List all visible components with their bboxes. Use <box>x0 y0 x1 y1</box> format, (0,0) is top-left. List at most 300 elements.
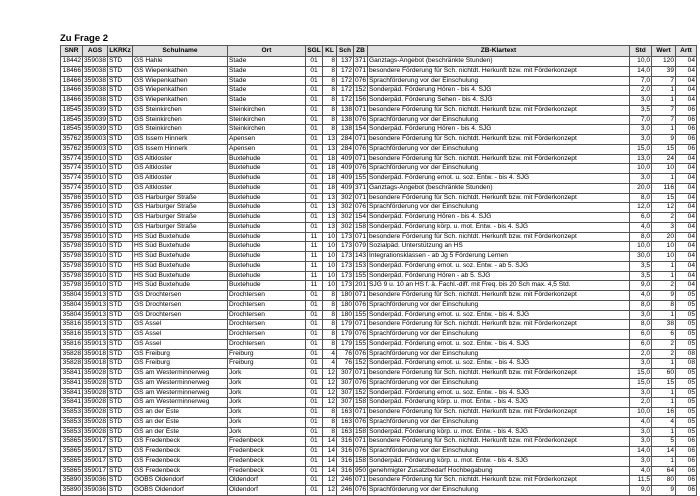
cell-sch: 172 <box>337 66 354 76</box>
cell-artt: 05 <box>676 408 697 418</box>
cell-ort: Fredenbeck <box>228 447 306 457</box>
cell-zb: 071 <box>354 135 368 145</box>
cell-artt: 06 <box>676 466 697 476</box>
cell-snr: 35786 <box>61 213 83 223</box>
cell-kl: 14 <box>323 447 337 457</box>
cell-std: 30,0 <box>630 252 652 262</box>
cell-zb-klartext: Sonderpäd. Förderung emot. u. soz. Entw. - ab 5. SJG <box>368 261 630 271</box>
cell-artt: 05 <box>676 310 697 320</box>
cell-schulname: HS Süd Buxtehude <box>133 281 228 291</box>
cell-lkrkz: STD <box>108 486 133 496</box>
cell-std: 10,0 <box>630 57 652 67</box>
cell-schulname: GS am Westerminnerweg <box>133 378 228 388</box>
cell-std: 10,0 <box>630 242 652 252</box>
cell-zb-klartext: Sprachförderung vor der Einschulung <box>368 447 630 457</box>
cell-artt: 06 <box>676 437 697 447</box>
cell-ags: 359028 <box>83 378 108 388</box>
cell-lkrkz: STD <box>108 398 133 408</box>
table-row <box>61 135 697 145</box>
cell-zb: 155 <box>354 174 368 184</box>
cell-lkrkz: STD <box>108 466 133 476</box>
cell-lkrkz: STD <box>108 242 133 252</box>
cell-snr: 35816 <box>61 339 83 349</box>
cell-ags: 359039 <box>83 105 108 115</box>
cell-zb-klartext: Ganztags-Angebot (beschränkte Stunden) <box>368 183 630 193</box>
cell-ags: 359010 <box>83 281 108 291</box>
cell-artt: 08 <box>676 349 697 359</box>
cell-wert: 1 <box>652 125 676 135</box>
cell-schulname: GS Altkloster <box>133 164 228 174</box>
cell-artt: 04 <box>676 96 697 106</box>
cell-schulname: GS Freiburg <box>133 349 228 359</box>
cell-ort: Buxtehude <box>228 183 306 193</box>
cell-snr: 18466 <box>61 96 83 106</box>
cell-sch: 316 <box>337 447 354 457</box>
cell-lkrkz: STD <box>108 310 133 320</box>
cell-wert: 1 <box>652 359 676 369</box>
cell-sgl: 01 <box>306 66 323 76</box>
cell-ags: 359028 <box>83 369 108 379</box>
cell-sch: 172 <box>337 76 354 86</box>
cell-sch: 302 <box>337 222 354 232</box>
cell-ort: Steinkirchen <box>228 105 306 115</box>
cell-ort: Jork <box>228 417 306 427</box>
cell-sgl: 01 <box>306 125 323 135</box>
cell-snr: 35798 <box>61 261 83 271</box>
cell-zb-klartext: Sonderpäd. Förderung Hören - bis 4. SJG <box>368 213 630 223</box>
cell-std: 6,0 <box>630 339 652 349</box>
cell-artt: 05 <box>676 320 697 330</box>
cell-schulname: GOBS Oldendorf <box>133 476 228 486</box>
cell-wert: 1 <box>652 261 676 271</box>
cell-snr: 35841 <box>61 398 83 408</box>
cell-kl: 10 <box>323 281 337 291</box>
cell-ags: 359013 <box>83 320 108 330</box>
cell-lkrkz: STD <box>108 57 133 67</box>
cell-sgl: 01 <box>306 476 323 486</box>
cell-sch: 180 <box>337 291 354 301</box>
cell-wert: 7 <box>652 105 676 115</box>
cell-kl: 8 <box>323 339 337 349</box>
cell-zb: 076 <box>354 300 368 310</box>
cell-sch: 409 <box>337 183 354 193</box>
cell-ags: 359010 <box>83 222 108 232</box>
cell-ags: 359013 <box>83 339 108 349</box>
cell-ort: Jork <box>228 427 306 437</box>
cell-schulname: GS Drochtersen <box>133 291 228 301</box>
cell-ags: 359010 <box>83 203 108 213</box>
cell-std: 4,0 <box>630 222 652 232</box>
cell-ort: Fredenbeck <box>228 456 306 466</box>
table-row <box>61 96 697 106</box>
cell-zb: 076 <box>354 203 368 213</box>
cell-zb: 079 <box>354 242 368 252</box>
cell-zb: 076 <box>354 330 368 340</box>
cell-sgl: 01 <box>306 203 323 213</box>
cell-std: 8,0 <box>630 232 652 242</box>
table-row <box>61 437 697 447</box>
cell-wert: 1 <box>652 271 676 281</box>
cell-ags: 359036 <box>83 476 108 486</box>
cell-sgl: 01 <box>306 174 323 184</box>
cell-ags: 359013 <box>83 291 108 301</box>
cell-lkrkz: STD <box>108 66 133 76</box>
cell-snr: 35786 <box>61 222 83 232</box>
cell-std: 14,0 <box>630 66 652 76</box>
cell-kl: 13 <box>323 135 337 145</box>
cell-snr: 35865 <box>61 437 83 447</box>
table-row <box>61 261 697 271</box>
cell-zb: 071 <box>354 291 368 301</box>
cell-lkrkz: STD <box>108 378 133 388</box>
cell-kl: 10 <box>323 261 337 271</box>
cell-sgl: 01 <box>306 417 323 427</box>
cell-std: 3,5 <box>630 271 652 281</box>
cell-zb: 071 <box>354 476 368 486</box>
cell-schulname: HS Süd Buxtehude <box>133 271 228 281</box>
cell-lkrkz: STD <box>108 174 133 184</box>
table-row <box>61 359 697 369</box>
cell-std: 4,0 <box>630 417 652 427</box>
cell-sch: 302 <box>337 193 354 203</box>
cell-snr: 35804 <box>61 300 83 310</box>
cell-ags: 359038 <box>83 86 108 96</box>
cell-zb-klartext: Sprachförderung vor der Einschulung <box>368 330 630 340</box>
cell-ags: 359010 <box>83 271 108 281</box>
cell-schulname: GS Steinkirchen <box>133 125 228 135</box>
cell-schulname: GS Assel <box>133 339 228 349</box>
cell-ags: 359028 <box>83 408 108 418</box>
cell-std: 20,0 <box>630 183 652 193</box>
cell-ort: Oldendorf <box>228 476 306 486</box>
header-ort: Ort <box>228 46 306 57</box>
cell-sch: 316 <box>337 466 354 476</box>
cell-artt: 05 <box>676 378 697 388</box>
table-row <box>61 476 697 486</box>
cell-std: 2,0 <box>630 349 652 359</box>
cell-ort: Drochtersen <box>228 291 306 301</box>
cell-schulname: GS Steinkirchen <box>133 115 228 125</box>
cell-zb-klartext: Sonderpäd. Förderung emot. u. soz. Entw. - bis 4. SJG <box>368 174 630 184</box>
cell-zb-klartext: Sonderpäd. Förderung Sehen - bis 4. SJG <box>368 96 630 106</box>
cell-kl: 10 <box>323 271 337 281</box>
cell-schulname: GS Steinkirchen <box>133 105 228 115</box>
cell-sch: 302 <box>337 203 354 213</box>
cell-snr: 35798 <box>61 281 83 291</box>
cell-artt: 06 <box>676 476 697 486</box>
cell-sgl: 01 <box>306 57 323 67</box>
cell-ags: 359010 <box>83 242 108 252</box>
cell-sch: 173 <box>337 281 354 291</box>
cell-wert: 3 <box>652 222 676 232</box>
cell-wert: 39 <box>652 66 676 76</box>
cell-ags: 359028 <box>83 427 108 437</box>
cell-lkrkz: STD <box>108 183 133 193</box>
cell-snr: 35841 <box>61 369 83 379</box>
cell-ags: 359038 <box>83 57 108 67</box>
cell-sgl: 01 <box>306 447 323 457</box>
cell-std: 3,0 <box>630 310 652 320</box>
cell-artt: 04 <box>676 271 697 281</box>
cell-ort: Drochtersen <box>228 310 306 320</box>
table-row <box>61 174 697 184</box>
cell-zb: 152 <box>354 388 368 398</box>
cell-std: 10,0 <box>630 408 652 418</box>
cell-std: 12,0 <box>630 203 652 213</box>
cell-artt: 05 <box>676 291 697 301</box>
cell-ags: 359010 <box>83 261 108 271</box>
table-row <box>61 252 697 262</box>
cell-artt: 04 <box>676 86 697 96</box>
cell-artt: 04 <box>676 76 697 86</box>
cell-schulname: GS Hahle <box>133 57 228 67</box>
cell-zb: 076 <box>354 378 368 388</box>
cell-sch: 307 <box>337 369 354 379</box>
table-row <box>61 369 697 379</box>
cell-zb-klartext: Sozialpäd. Unterstützung an HS <box>368 242 630 252</box>
cell-sgl: 01 <box>306 427 323 437</box>
cell-wert: 80 <box>652 476 676 486</box>
cell-lkrkz: STD <box>108 456 133 466</box>
cell-wert: 60 <box>652 369 676 379</box>
header-snr: SNR <box>61 46 83 57</box>
cell-kl: 8 <box>323 300 337 310</box>
cell-wert: 20 <box>652 232 676 242</box>
cell-kl: 8 <box>323 66 337 76</box>
cell-schulname: HS Süd Buxtehude <box>133 261 228 271</box>
cell-snr: 35798 <box>61 242 83 252</box>
cell-ags: 359028 <box>83 398 108 408</box>
cell-kl: 8 <box>323 291 337 301</box>
cell-schulname: GS an der Este <box>133 417 228 427</box>
cell-kl: 8 <box>323 417 337 427</box>
header-kl: KL <box>323 46 337 57</box>
cell-schulname: GS am Westerminnerweg <box>133 398 228 408</box>
cell-artt: 04 <box>676 57 697 67</box>
cell-kl: 12 <box>323 476 337 486</box>
cell-zb: 155 <box>354 310 368 320</box>
cell-lkrkz: STD <box>108 417 133 427</box>
cell-artt: 04 <box>676 252 697 262</box>
cell-sch: 173 <box>337 271 354 281</box>
table-row <box>61 300 697 310</box>
cell-ort: Buxtehude <box>228 261 306 271</box>
cell-lkrkz: STD <box>108 96 133 106</box>
cell-zb-klartext: Sonderpäd. Förderung emot. u. soz. Entw. - bis 4. SJG <box>368 388 630 398</box>
table-row <box>61 164 697 174</box>
cell-zb: 155 <box>354 271 368 281</box>
cell-sgl: 01 <box>306 154 323 164</box>
cell-kl: 18 <box>323 164 337 174</box>
table-row <box>61 447 697 457</box>
cell-snr: 35774 <box>61 183 83 193</box>
cell-ort: Buxtehude <box>228 154 306 164</box>
table-row <box>61 232 697 242</box>
cell-sch: 307 <box>337 378 354 388</box>
cell-snr: 35865 <box>61 447 83 457</box>
cell-snr: 18466 <box>61 66 83 76</box>
cell-artt: 04 <box>676 232 697 242</box>
cell-snr: 35828 <box>61 349 83 359</box>
cell-zb-klartext: besondere Förderung für Sch. nichtdt. Herkunft bzw. mit Förderkonzept <box>368 320 630 330</box>
cell-artt: 04 <box>676 164 697 174</box>
cell-zb-klartext: Sprachförderung vor der Einschulung <box>368 144 630 154</box>
cell-wert: 14 <box>652 447 676 457</box>
cell-kl: 14 <box>323 437 337 447</box>
cell-wert: 1 <box>652 310 676 320</box>
document-title: Zu Frage 2 <box>60 33 109 44</box>
cell-std: 3,5 <box>630 261 652 271</box>
cell-snr: 35865 <box>61 466 83 476</box>
cell-sgl: 01 <box>306 76 323 86</box>
cell-zb-klartext: besondere Förderung für Sch. nichtdt. Herkunft bzw. mit Förderkonzept <box>368 135 630 145</box>
table-row <box>61 183 697 193</box>
cell-ags: 359013 <box>83 310 108 320</box>
cell-ags: 359038 <box>83 96 108 106</box>
cell-kl: 12 <box>323 486 337 496</box>
cell-kl: 4 <box>323 359 337 369</box>
cell-zb: 152 <box>354 359 368 369</box>
cell-sgl: 01 <box>306 369 323 379</box>
cell-artt: 04 <box>676 242 697 252</box>
cell-artt: 05 <box>676 388 697 398</box>
table-row <box>61 271 697 281</box>
cell-ort: Stade <box>228 86 306 96</box>
table-row <box>61 281 697 291</box>
table-row <box>61 486 697 496</box>
cell-zb: 154 <box>354 125 368 135</box>
cell-sgl: 01 <box>306 408 323 418</box>
cell-sgl: 01 <box>306 486 323 496</box>
cell-sgl: 11 <box>306 281 323 291</box>
cell-std: 15,0 <box>630 144 652 154</box>
cell-schulname: GS Drochtersen <box>133 300 228 310</box>
cell-zb: 950 <box>354 466 368 476</box>
cell-ort: Buxtehude <box>228 281 306 291</box>
cell-wert: 16 <box>652 408 676 418</box>
cell-ags: 359010 <box>83 183 108 193</box>
cell-lkrkz: STD <box>108 271 133 281</box>
cell-sgl: 01 <box>306 115 323 125</box>
cell-lkrkz: STD <box>108 222 133 232</box>
cell-wert: 1 <box>652 427 676 437</box>
cell-zb: 143 <box>354 252 368 262</box>
cell-lkrkz: STD <box>108 164 133 174</box>
cell-zb-klartext: Sonderpäd. Förderung emot. u. soz. Entw. - bis 4. SJG <box>368 310 630 320</box>
cell-snr: 35798 <box>61 232 83 242</box>
cell-sch: 409 <box>337 164 354 174</box>
cell-lkrkz: STD <box>108 144 133 154</box>
cell-std: 3,0 <box>630 96 652 106</box>
cell-ort: Buxtehude <box>228 252 306 262</box>
cell-lkrkz: STD <box>108 447 133 457</box>
cell-artt: 05 <box>676 398 697 408</box>
cell-artt: 04 <box>676 213 697 223</box>
cell-kl: 12 <box>323 369 337 379</box>
cell-zb-klartext: besondere Förderung für Sch. nichtdt. Herkunft bzw. mit Förderkonzept <box>368 154 630 164</box>
cell-ort: Fredenbeck <box>228 437 306 447</box>
cell-kl: 10 <box>323 242 337 252</box>
cell-lkrkz: STD <box>108 320 133 330</box>
cell-schulname: GS Altkloster <box>133 183 228 193</box>
cell-zb-klartext: Sprachförderung vor der Einschulung <box>368 486 630 496</box>
cell-zb: 071 <box>354 437 368 447</box>
cell-ort: Stade <box>228 76 306 86</box>
cell-kl: 14 <box>323 456 337 466</box>
cell-sch: 409 <box>337 154 354 164</box>
cell-kl: 18 <box>323 174 337 184</box>
cell-zb-klartext: Ganztags-Angebot (beschränkte Stunden) <box>368 57 630 67</box>
cell-sgl: 01 <box>306 320 323 330</box>
cell-sgl: 01 <box>306 164 323 174</box>
cell-ort: Stade <box>228 66 306 76</box>
cell-std: 8,0 <box>630 300 652 310</box>
cell-wert: 1 <box>652 398 676 408</box>
cell-sch: 180 <box>337 300 354 310</box>
cell-std: 8,0 <box>630 193 652 203</box>
cell-wert: 9 <box>652 291 676 301</box>
cell-ort: Drochtersen <box>228 320 306 330</box>
cell-sch: 316 <box>337 437 354 447</box>
cell-lkrkz: STD <box>108 427 133 437</box>
cell-schulname: GS Assel <box>133 330 228 340</box>
cell-ags: 359010 <box>83 232 108 242</box>
table-row <box>61 339 697 349</box>
cell-zb: 071 <box>354 369 368 379</box>
cell-artt: 05 <box>676 417 697 427</box>
cell-ort: Buxtehude <box>228 174 306 184</box>
cell-snr: 35853 <box>61 408 83 418</box>
cell-std: 13,0 <box>630 154 652 164</box>
cell-artt: 06 <box>676 486 697 496</box>
cell-ags: 359010 <box>83 174 108 184</box>
cell-schulname: GS am Westerminnerweg <box>133 388 228 398</box>
cell-zb-klartext: besondere Förderung für Sch. nichtdt. Herkunft bzw. mit Förderkonzept <box>368 437 630 447</box>
cell-schulname: GS Fredenbeck <box>133 437 228 447</box>
cell-sgl: 01 <box>306 193 323 203</box>
cell-std: 3,0 <box>630 388 652 398</box>
cell-ags: 359010 <box>83 213 108 223</box>
header-std: Std <box>630 46 652 57</box>
cell-zb-klartext: Sprachförderung vor der Einschulung <box>368 115 630 125</box>
cell-artt: 06 <box>676 144 697 154</box>
cell-schulname: GS Assel <box>133 320 228 330</box>
cell-schulname: GS Harburger Straße <box>133 203 228 213</box>
cell-ort: Apensen <box>228 135 306 145</box>
table-row <box>61 222 697 232</box>
cell-zb: 153 <box>354 261 368 271</box>
cell-zb-klartext: Integrationsklassen - ab Jg 5 Förderung Lernen <box>368 252 630 262</box>
cell-wert: 10 <box>652 252 676 262</box>
table-row <box>61 417 697 427</box>
cell-zb: 076 <box>354 486 368 496</box>
cell-snr: 35816 <box>61 320 83 330</box>
cell-ags: 359017 <box>83 437 108 447</box>
cell-zb: 158 <box>354 427 368 437</box>
header-sch: Sch <box>337 46 354 57</box>
cell-zb-klartext: Sprachförderung vor der Einschulung <box>368 203 630 213</box>
cell-ags: 359017 <box>83 456 108 466</box>
cell-zb: 071 <box>354 193 368 203</box>
cell-snr: 35786 <box>61 193 83 203</box>
cell-ags: 359003 <box>83 144 108 154</box>
cell-ort: Jork <box>228 388 306 398</box>
table-row <box>61 466 697 476</box>
cell-ags: 359003 <box>83 135 108 145</box>
cell-std: 10,0 <box>630 164 652 174</box>
cell-kl: 8 <box>323 86 337 96</box>
cell-schulname: GS Fredenbeck <box>133 447 228 457</box>
